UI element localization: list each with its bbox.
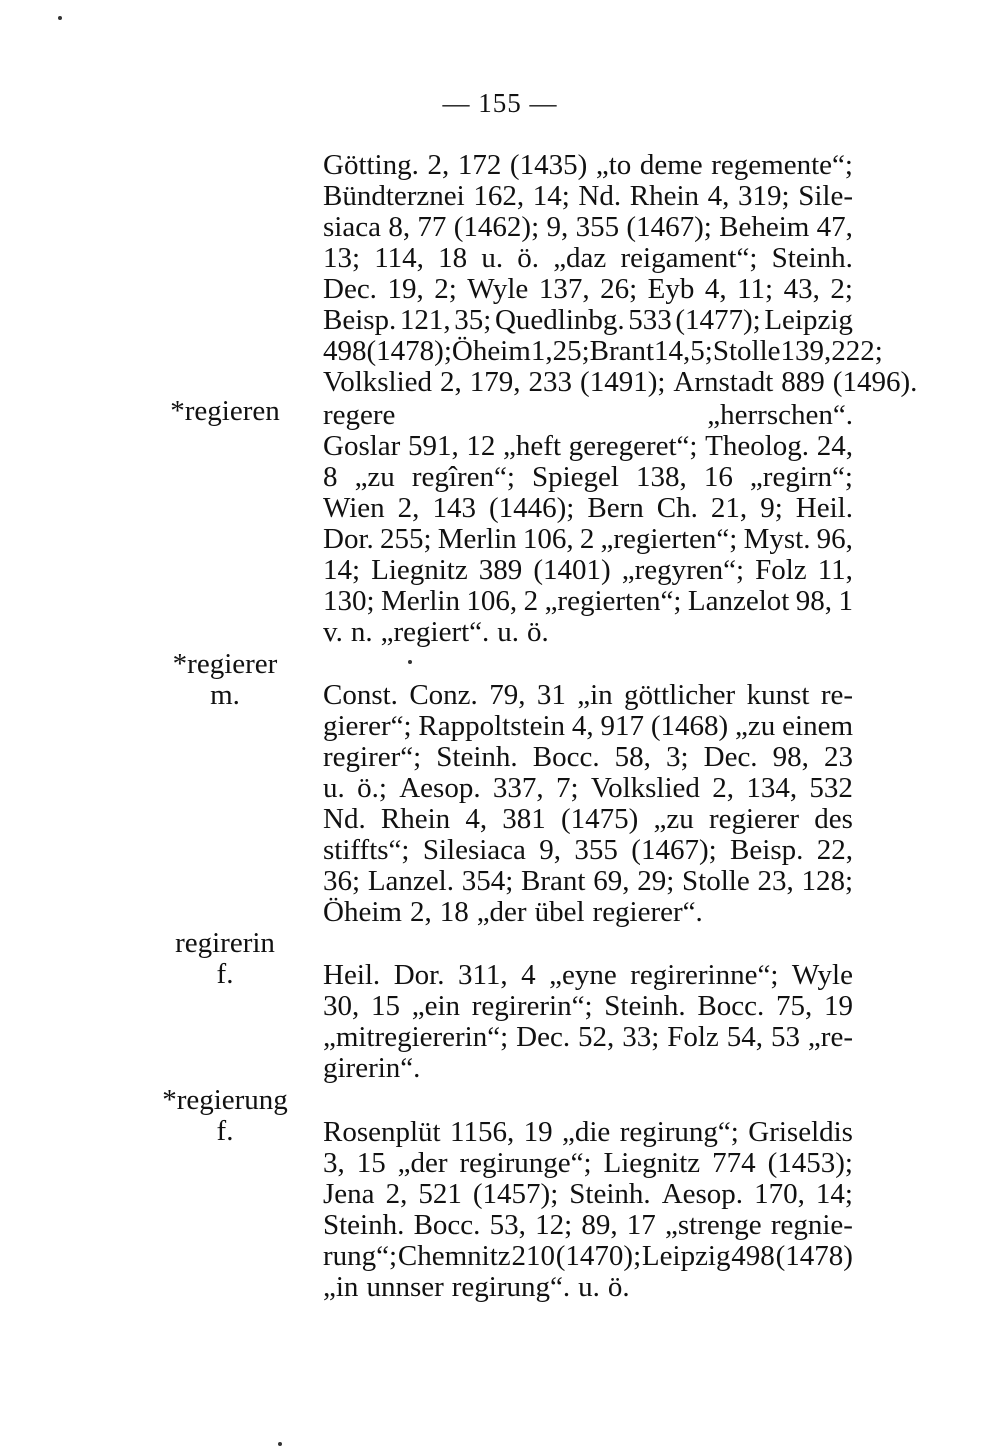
- entry-text-line: u. ö.; Aesop. 337, 7; Volkslied 2, 134, 532: [323, 772, 853, 804]
- scan-speck: [58, 16, 62, 20]
- entry-text-line: Wien 2, 143 (1446); Bern Ch. 21, 9; Heil.: [323, 492, 853, 524]
- entry-text-line: girerin“.: [323, 1052, 421, 1084]
- entry-headword: *regieren: [170, 395, 280, 427]
- entry-text-line: Nd. Rhein 4, 381 (1475) „zu regierer des: [323, 803, 853, 835]
- entry-text-line: Dec. 19, 2; Wyle 137, 26; Eyb 4, 11; 43, 2;: [323, 273, 853, 305]
- entry-text-line: regirer“; Steinh. Bocc. 58, 3; Dec. 98, 23: [323, 741, 853, 773]
- entry-text-line: v. n. „regiert“. u. ö.: [323, 616, 549, 648]
- entry-text-line: rung“; Chemnitz 210 (1470); Leipzig 498 (1478): [323, 1240, 853, 1272]
- entry-gender: f.: [216, 1115, 234, 1147]
- entry-text-line: 3, 15 „der regirunge“; Liegnitz 774 (1453);: [323, 1147, 853, 1179]
- entry-text-line: 30, 15 „ein regirerin“; Steinh. Bocc. 75, 19: [323, 990, 853, 1022]
- entry-text-line: 498(1478);Öheim 1,25;Brant14,5;Stolle 139,222;: [323, 335, 883, 367]
- entry-gender: m.: [210, 679, 240, 711]
- scan-speck: [408, 660, 412, 664]
- entry-headword: *regierer: [172, 648, 278, 680]
- entry-text-line: Volkslied 2, 179, 233 (1491); Arnstadt 889 (1496).: [323, 366, 918, 398]
- entry-text-line: Rosenplüt 1156, 19 „die regirung“; Griseldis: [323, 1116, 853, 1148]
- entry-text-line: regere „herrschen“.: [323, 399, 853, 431]
- page-number: — 155 —: [442, 88, 558, 118]
- entry-text-line: „in unnser regirung“. u. ö.: [323, 1271, 630, 1303]
- entry-text-line: Goslar 591, 12 „heft geregeret“; Theolog. 24,: [323, 430, 853, 462]
- entry-text-line: 13; 114, 18 u. ö. „daz reigament“; Steinh.: [323, 242, 853, 274]
- scan-speck: [278, 1442, 282, 1446]
- entry-text-line: Jena 2, 521 (1457); Steinh. Aesop. 170, 14;: [323, 1178, 853, 1210]
- entry-headword: regirerin: [175, 927, 275, 959]
- entry-text-line: Steinh. Bocc. 53, 12; 89, 17 „strenge regnie-: [323, 1209, 853, 1241]
- entry-text-line: 36; Lanzel. 354; Brant 69, 29; Stolle 23, 128;: [323, 865, 853, 897]
- entry-text-line: 14; Liegnitz 389 (1401) „regyren“; Folz 11,: [323, 554, 853, 586]
- entry-text-line: siaca 8, 77 (1462); 9, 355 (1467); Beheim 47,: [323, 211, 853, 243]
- entry-text-line: Öheim 2, 18 „der übel regierer“.: [323, 896, 703, 928]
- entry-text-line: 8 „zu regîren“; Spiegel 138, 16 „regirn“;: [323, 461, 853, 493]
- entry-headword: *regierung: [162, 1084, 288, 1116]
- entry-text-line: gierer“; Rappoltstein 4, 917 (1468) „zu einem: [323, 710, 853, 742]
- entry-text-line: stiffts“; Silesiaca 9, 355 (1467); Beisp. 22,: [323, 834, 853, 866]
- entry-gender: f.: [216, 958, 234, 990]
- entry-text-line: Heil. Dor. 311, 4 „eyne regirerinne“; Wyle: [323, 959, 853, 991]
- entry-text-line: Const. Conz. 79, 31 „in göttlicher kunst re-: [323, 679, 853, 711]
- entry-text-line: Beisp. 121, 35; Quedlinbg. 533 (1477); Leipzig: [323, 304, 853, 336]
- entry-text-line: Dor. 255; Merlin 106, 2 „regierten“; Myst. 96,: [323, 523, 853, 555]
- entry-text-line: Bündterznei 162, 14; Nd. Rhein 4, 319; Sile-: [323, 180, 853, 212]
- entry-text-line: Götting. 2, 172 (1435) „to deme regemente“;: [323, 149, 853, 181]
- entry-text-line: „mitregiererin“; Dec. 52, 33; Folz 54, 53 „re-: [323, 1021, 853, 1053]
- entry-text-line: 130; Merlin 106, 2 „regierten“; Lanzelot 98, 1: [323, 585, 853, 617]
